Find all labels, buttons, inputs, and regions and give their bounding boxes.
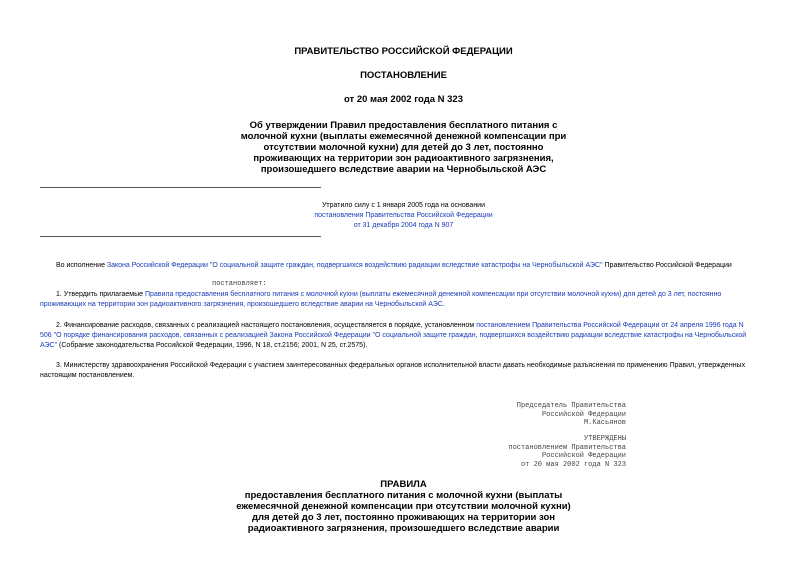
approved-country: Российской Федерации [541, 452, 626, 460]
title-line: произошедшего вследствие аварии на Чернобыльской АЭС [260, 164, 547, 175]
rules-title-line: предоставления бесплатного питания с молочной кухни (выплаты [244, 490, 563, 501]
financing-decree-link[interactable]: постановлением Правительства Российской Федерации от 24 апреля 1996 года N [476, 322, 744, 329]
rules-title-line: радиоактивного загрязнения, произошедшего вследствие аварии [247, 523, 560, 534]
approved-block [508, 435, 626, 469]
rules-section [0, 479, 807, 534]
signature-name: М.Касьянов [583, 419, 626, 427]
para2-suffix: (Собрание законодательства Российской Федерации, 1996, N 18, ст.2156; 2001, N 25, ст.2575). [57, 342, 368, 349]
signature-title: Председатель Правительства [516, 402, 626, 410]
title-line: отсутствии молочной кухни) для детей до 3 лет, постоянно [263, 142, 544, 153]
repeal-decree-date-link[interactable]: от 31 декабря 2004 года N 907 [353, 222, 454, 229]
title-line: Об утверждении Правил предоставления бесплатного питания с [249, 120, 558, 131]
financing-decree-link-continued[interactable]: 506 "О порядке финансирования расходов, связанных с реализацией Закона Российской Федерации "О социальной защите граждан, подвергшихся воздействию радиации вследствие катастрофы на Чернобыльской [40, 332, 747, 339]
rules-title-line: ежемесячной денежной компенсации при отсутствии молочной кухни) [236, 501, 571, 512]
signature-block [517, 402, 626, 428]
status-line: Утратило силу с 1 января 2005 года на основании [321, 202, 486, 209]
chernobyl-law-link[interactable]: Закона Российской Федерации "О социальной защите граждан, подвергшихся воздействию радиации вследствие катастрофы на Чернобыльской АЭС" [106, 262, 603, 269]
para1-suffix: . [442, 301, 445, 308]
government-heading: ПРАВИТЕЛЬСТВО РОССИЙСКОЙ ФЕДЕРАЦИИ [294, 46, 513, 57]
rules-link[interactable]: Правила предоставления бесплатного питания с молочной кухни (выплаты ежемесячной денежной компенсации при отсутствии молочной кухни) для детей до 3 лет, постоянно [144, 291, 722, 298]
title-line: молочной кухни (выплаты ежемесячной денежной компенсации при [240, 131, 567, 142]
status-block [0, 201, 807, 231]
repeal-decree-link[interactable]: постановления Правительства Российской Федерации [314, 212, 493, 219]
decree-title [0, 120, 807, 175]
para2-prefix: 2. Финансирование расходов, связанных с реализацией настоящего постановления, осуществляется в порядке, установленном [56, 322, 477, 329]
divider-top [40, 187, 321, 188]
paragraph-1 [40, 290, 770, 310]
intro-prefix: Во исполнение [56, 262, 107, 269]
financing-decree-link-end[interactable]: АЭС" [40, 342, 58, 349]
approved-label: УТВЕРЖДЕНЫ [583, 435, 626, 443]
para3-line: 3. Министерству здравоохранения Российской Федерации с участием заинтересованных федеральных органов исполнительной власти давать необходимые разъяснения по применению Правил, утвержденных [56, 362, 746, 369]
rules-link-continued[interactable]: проживающих на территории зон радиоактивного загрязнения, произошедшего вследствие аварии на Чернобыльской АЭС [40, 301, 443, 308]
paragraph-3 [40, 361, 770, 381]
approved-date: от 20 мая 2002 года N 323 [520, 460, 626, 469]
doc-type-heading: ПОСТАНОВЛЕНИЕ [360, 70, 447, 81]
title-line: проживающих на территории зон радиоактивного загрязнения, [253, 153, 554, 164]
para3-line: настоящим постановлением. [40, 372, 135, 379]
decree-word: постановляет: [212, 280, 267, 288]
divider-bottom [40, 236, 321, 237]
paragraph-2 [40, 321, 770, 351]
intro-suffix: Правительство Российской Федерации [602, 262, 732, 269]
decree-date-number: от 20 мая 2002 года N 323 [343, 94, 464, 105]
rules-title-line: для детей до 3 лет, постоянно проживающих на территории зон [251, 512, 556, 523]
signature-country: Российской Федерации [541, 410, 626, 419]
intro-paragraph [56, 261, 732, 271]
rules-heading: ПРАВИЛА [380, 479, 427, 490]
para1-prefix: 1. Утвердить прилагаемые [56, 291, 145, 298]
approved-by: постановлением Правительства [508, 443, 626, 452]
